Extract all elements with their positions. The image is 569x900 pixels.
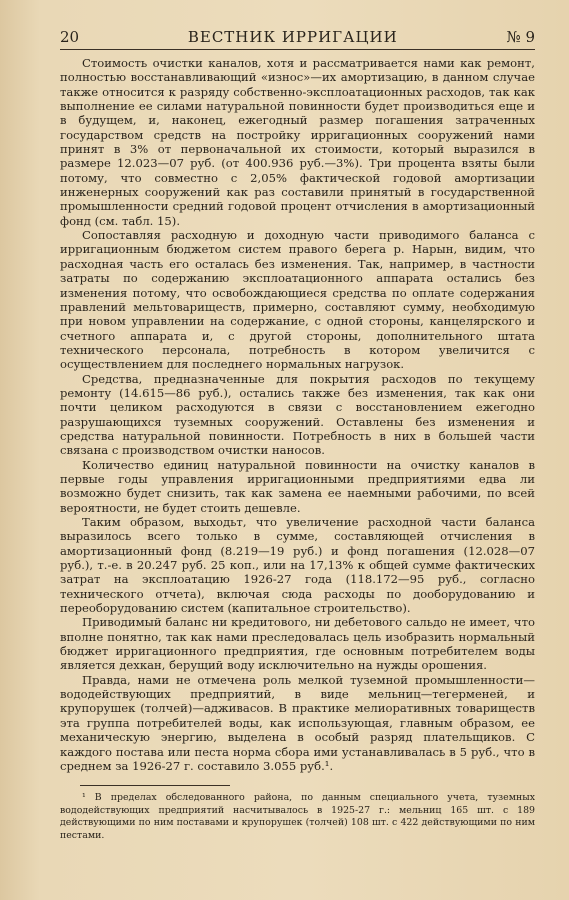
- paragraph: Приводимый баланс ни кредитового, ни дебетового сальдо не имеет, что вполне понятно, так как нами преследовалась цель изобразить нормальный бюджет ирригационного предприятия, где основным потребителем воды является дехкан, берущий воду исключительно на нужды орошения.: [60, 615, 535, 673]
- article-body: [60, 56, 535, 773]
- paragraph: Количество единиц натуральной повинности на очистку каналов в первые годы управления ирригационными предприятиями едва ли возможно будет снизить, так как замена ее наемными рабочими, по всей вероятности, не будет стоить дешевле.: [60, 457, 535, 515]
- issue-number: № 9: [506, 28, 535, 46]
- paragraph: Сопоставляя расходную и доходную части приводимого баланса с ирригационным бюджетом систем правого берега р. Нарын, видим, что расходная часть его осталась без изменения. Так, например, в частности затраты по содержанию эксплоатационного аппарата остались без изменения потому, что освобождающиеся средства по оплате содержания правлений мельтовариществ, примерно, составляют сумму, необходимую при новом управлении на содержание, с одной стороны, канцелярского и счетного аппарата и, с другой стороны, дополнительного штата технического персонала, потребность в котором увеличится с осуществлением для последнего нормальных нагрузок.: [60, 228, 535, 372]
- paragraph: Стоимость очистки каналов, хотя и рассматривается нами как ремонт, полностью восстанавливающий «износ»—их амортизацию, в данном случае также относится к разряду собственно-эксплоатационных расходов, так как выполнение ее силами натуральной повинности будет производиться еще и в будущем, и, наконец, ежегодный размер погашения затраченных государством средств на постройку ирригационных сооружений нами принят в 3% от первоначальной их стоимости, который выразился в размере 12.023—07 руб. (от 400.936 руб.—3%). Три процента взяты были потому, что совместно с 2,05% фактической годовой амортизации инженерных сооружений как раз составили принятый в государственной промышленности средний годовой процент отчисления в амортизационный фонд (см. табл. 15).: [60, 56, 535, 228]
- page-header: [60, 28, 535, 50]
- page-number: 20: [60, 28, 80, 46]
- paragraph: Средства, предназначенные для покрытия расходов по текущему ремонту (14.615—86 руб.), остались также без изменения, так как они почти целиком расходуются в связи с восстановлением ежегодно разрушающихся туземных сооружений. Оставлены без изменения и средства натуральной повинности. Потребность в них в большей части связана с производством очистки наносов.: [60, 371, 535, 458]
- footnote-divider: [80, 785, 230, 786]
- paragraph: Правда, нами не отмечена роль мелкой туземной промышленности—вододействующих предприятий, в виде мельниц—тегерменей, и крупорушек (толчей)—адживасов. В практике мелиоративных товариществ эта группа потребителей воды, как использующая, главным образом, ее механическую энергию, выделена в особый разряд плательщиков. С каждого постава или песта норма сбора ими устанавливалась в 5 руб., что в среднем за 1926-27 г. составило 3.055 руб.¹.: [60, 672, 535, 773]
- footnote: ¹ В пределах обследованного района, по данным специального учета, туземных вододействующих предприятий насчитывалось в 1925-27 г.: мельниц 165 шт. с 189 действующими по ним поставами и крупорушек (толчей) 108 шт. с 422 действующими по ним пестами.: [60, 792, 535, 841]
- paragraph: Таким образом, выходьт, что увеличение расходной части баланса выразилось всего только в сумме, составляющей отчисления в амортизационный фонд (8.219—19 руб.) и фонд погашения (12.028—07 руб.), т.-е. в 20.247 руб. 25 коп., или на 17,13% к общей сумме фактических затрат на эксплоатацию 1926-27 года (118.172—95 руб., согласно технического отчета), включая сюда расходы по дооборудованию и переоборудованию систем (капитальное строительство).: [60, 515, 535, 616]
- journal-title: ВЕСТНИК ИРРИГАЦИИ: [187, 28, 398, 46]
